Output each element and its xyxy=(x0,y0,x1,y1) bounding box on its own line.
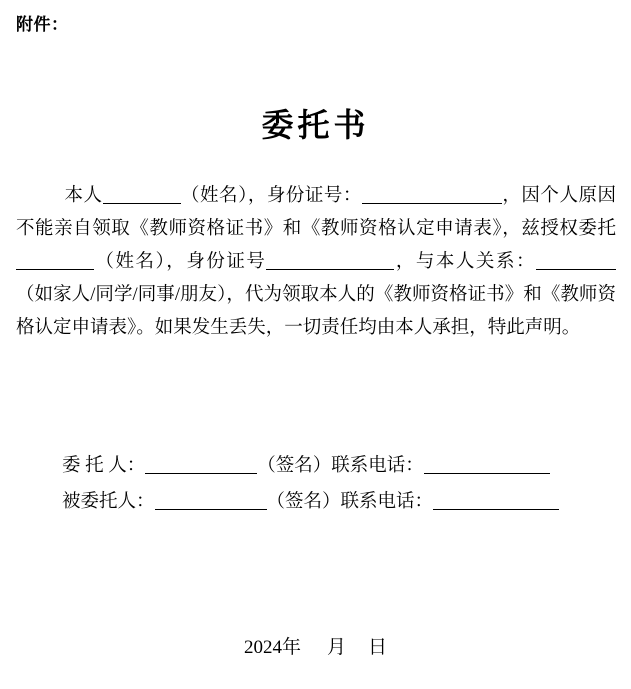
attachment-label: 附件： xyxy=(16,15,69,34)
consignee-sign-note: （签名） xyxy=(266,492,341,512)
date-line xyxy=(0,632,631,659)
body-segment-3: ，因个人原因不能亲自领取《教师资格证书》和《教师资格认定申请表》，兹授权委托 xyxy=(16,186,616,239)
body-segment-1: 本人 xyxy=(64,186,103,206)
date-year[interactable]: 2024 xyxy=(243,637,282,658)
consignor-phone-blank[interactable] xyxy=(424,455,550,474)
consignor-name-blank[interactable] xyxy=(103,185,181,204)
consignor-row xyxy=(16,448,616,484)
consignor-signature-blank[interactable] xyxy=(145,455,257,474)
consignee-row xyxy=(16,484,616,520)
relationship-blank[interactable] xyxy=(536,251,616,270)
consignor-id-blank[interactable] xyxy=(362,185,502,204)
consignee-signature-blank[interactable] xyxy=(155,491,267,510)
consignee-name-blank[interactable] xyxy=(16,251,94,270)
body-segment-5: ，与本人关系： xyxy=(394,252,536,272)
consignee-label: 被委托人： xyxy=(62,492,155,512)
signature-block xyxy=(16,448,616,520)
consignor-sign-note: （签名） xyxy=(257,456,332,476)
date-year-unit: 年 xyxy=(281,637,301,658)
date-day-unit: 日 xyxy=(368,637,388,658)
date-month-unit: 月 xyxy=(326,637,346,658)
body-segment-2: （姓名），身份证号： xyxy=(180,186,362,206)
document-body xyxy=(16,180,616,345)
consignee-id-blank[interactable] xyxy=(266,251,394,270)
date-inner xyxy=(244,637,387,658)
consignee-phone-blank[interactable] xyxy=(433,491,559,510)
page-title: 委托书 xyxy=(261,107,370,143)
consignee-phone-label: 联系电话： xyxy=(340,492,434,512)
consignor-phone-label: 联系电话： xyxy=(331,456,424,476)
body-segment-6: （如家人/同学/同事/朋友），代为领取本人的《教师资格证书》和《教师资格认定申请表》。如果发生丢失，一切责任均由本人承担，特此声明。 xyxy=(16,285,616,338)
body-paragraph xyxy=(16,180,616,345)
consignor-label: 委 托 人： xyxy=(62,456,146,476)
body-segment-4: （姓名），身份证号 xyxy=(94,252,267,272)
